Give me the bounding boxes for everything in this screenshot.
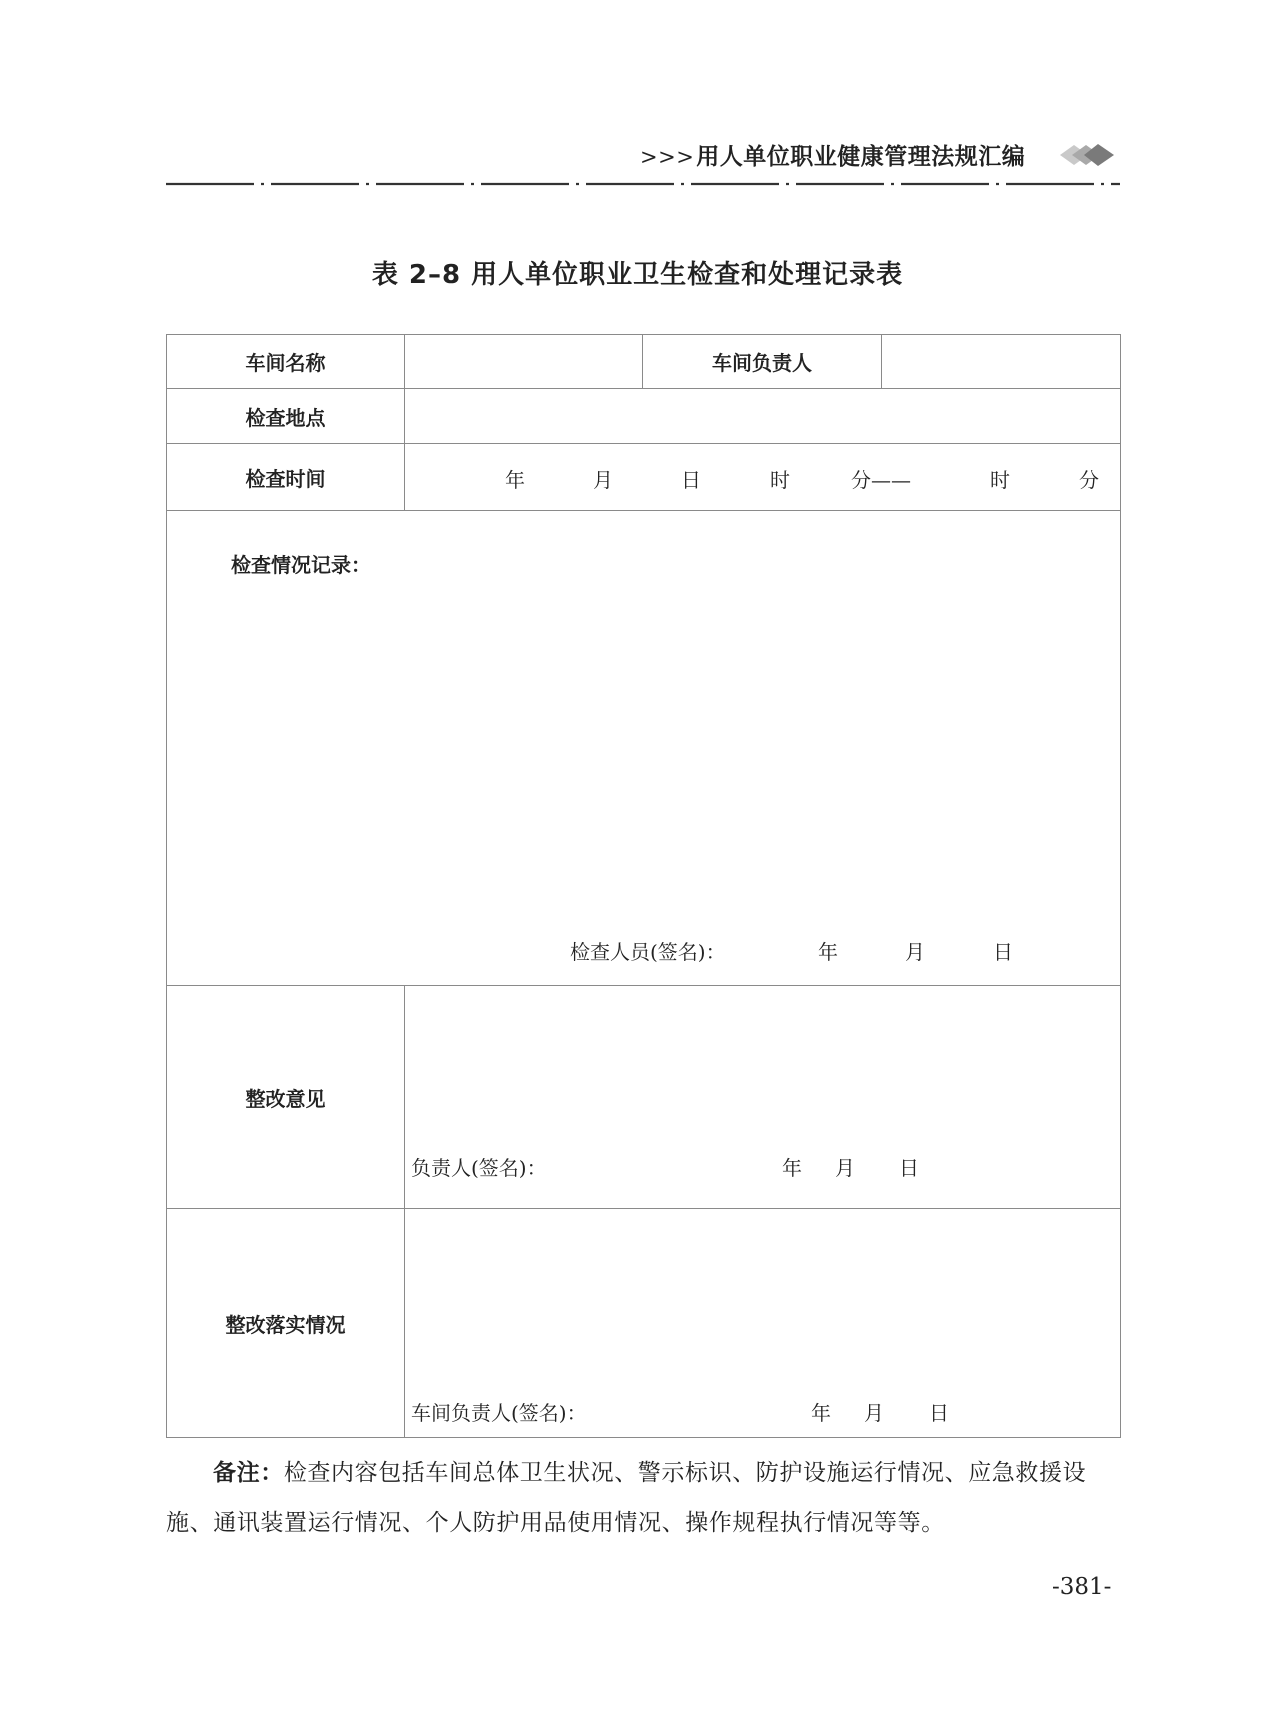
row-workshop <box>167 335 1121 389</box>
impl-day-unit: 日 <box>929 1401 949 1425</box>
opinion-label: 整改意见 <box>167 986 405 1209</box>
record-field[interactable] <box>167 511 1121 986</box>
header-title: 用人单位职业健康管理法规汇编 <box>696 143 1026 170</box>
workshop-head-signature-label: 车间负责人(签名)： <box>411 1401 587 1425</box>
time-hour-unit: 时 <box>770 468 790 492</box>
time-year-unit: 年 <box>505 468 525 492</box>
implementation-field[interactable] <box>405 1209 1121 1438</box>
workshop-name-label: 车间名称 <box>167 335 405 389</box>
time-minute2-unit: 分 <box>1079 468 1099 492</box>
inspector-day-unit: 日 <box>993 940 1013 964</box>
location-field[interactable] <box>405 389 1121 444</box>
time-month-unit: 月 <box>593 468 613 492</box>
opinion-day-unit: 日 <box>899 1156 919 1180</box>
row-record <box>167 511 1121 986</box>
header-dash-dot-rule <box>166 178 1120 190</box>
opinion-month-unit: 月 <box>835 1156 855 1180</box>
opinion-year-unit: 年 <box>782 1156 802 1180</box>
time-field[interactable] <box>405 444 1121 511</box>
workshop-name-field[interactable] <box>405 335 643 389</box>
workshop-head-label: 车间负责人 <box>643 335 882 389</box>
time-day-unit: 日 <box>681 468 701 492</box>
time-minute-to-unit: 分—— <box>851 468 911 492</box>
running-header <box>640 138 1025 174</box>
note-paragraph <box>166 1448 1126 1548</box>
opinion-field[interactable] <box>405 986 1121 1209</box>
responsible-signature-label: 负责人(签名)： <box>411 1156 547 1180</box>
row-time <box>167 444 1121 511</box>
row-location <box>167 389 1121 444</box>
inspector-month-unit: 月 <box>905 940 925 964</box>
location-label: 检查地点 <box>167 389 405 444</box>
inspector-signature-label: 检查人员(签名)： <box>570 940 726 964</box>
note-label: 备注： <box>213 1459 284 1486</box>
page-number: -381- <box>1052 1574 1112 1600</box>
note-text: 检查内容包括车间总体卫生状况、警示标识、防护设施运行情况、应急救援设施、通讯装置运行情况、个人防护用品使用情况、操作规程执行情况等等。 <box>166 1460 1087 1536</box>
inspector-year-unit: 年 <box>818 940 838 964</box>
row-implementation <box>167 1209 1121 1438</box>
workshop-head-field[interactable] <box>882 335 1121 389</box>
inspection-record-table <box>166 334 1121 1438</box>
time-hour2-unit: 时 <box>990 468 1010 492</box>
row-opinion <box>167 986 1121 1209</box>
chevrons-icon: >>> <box>640 145 695 169</box>
time-label: 检查时间 <box>167 444 405 511</box>
impl-year-unit: 年 <box>811 1401 831 1425</box>
table-title: 表 2–8 用人单位职业卫生检查和处理记录表 <box>371 260 904 290</box>
record-label: 检查情况记录： <box>231 553 371 577</box>
implementation-label: 整改落实情况 <box>167 1209 405 1438</box>
diamond-ornament-icon <box>1058 141 1120 169</box>
impl-month-unit: 月 <box>864 1401 884 1425</box>
